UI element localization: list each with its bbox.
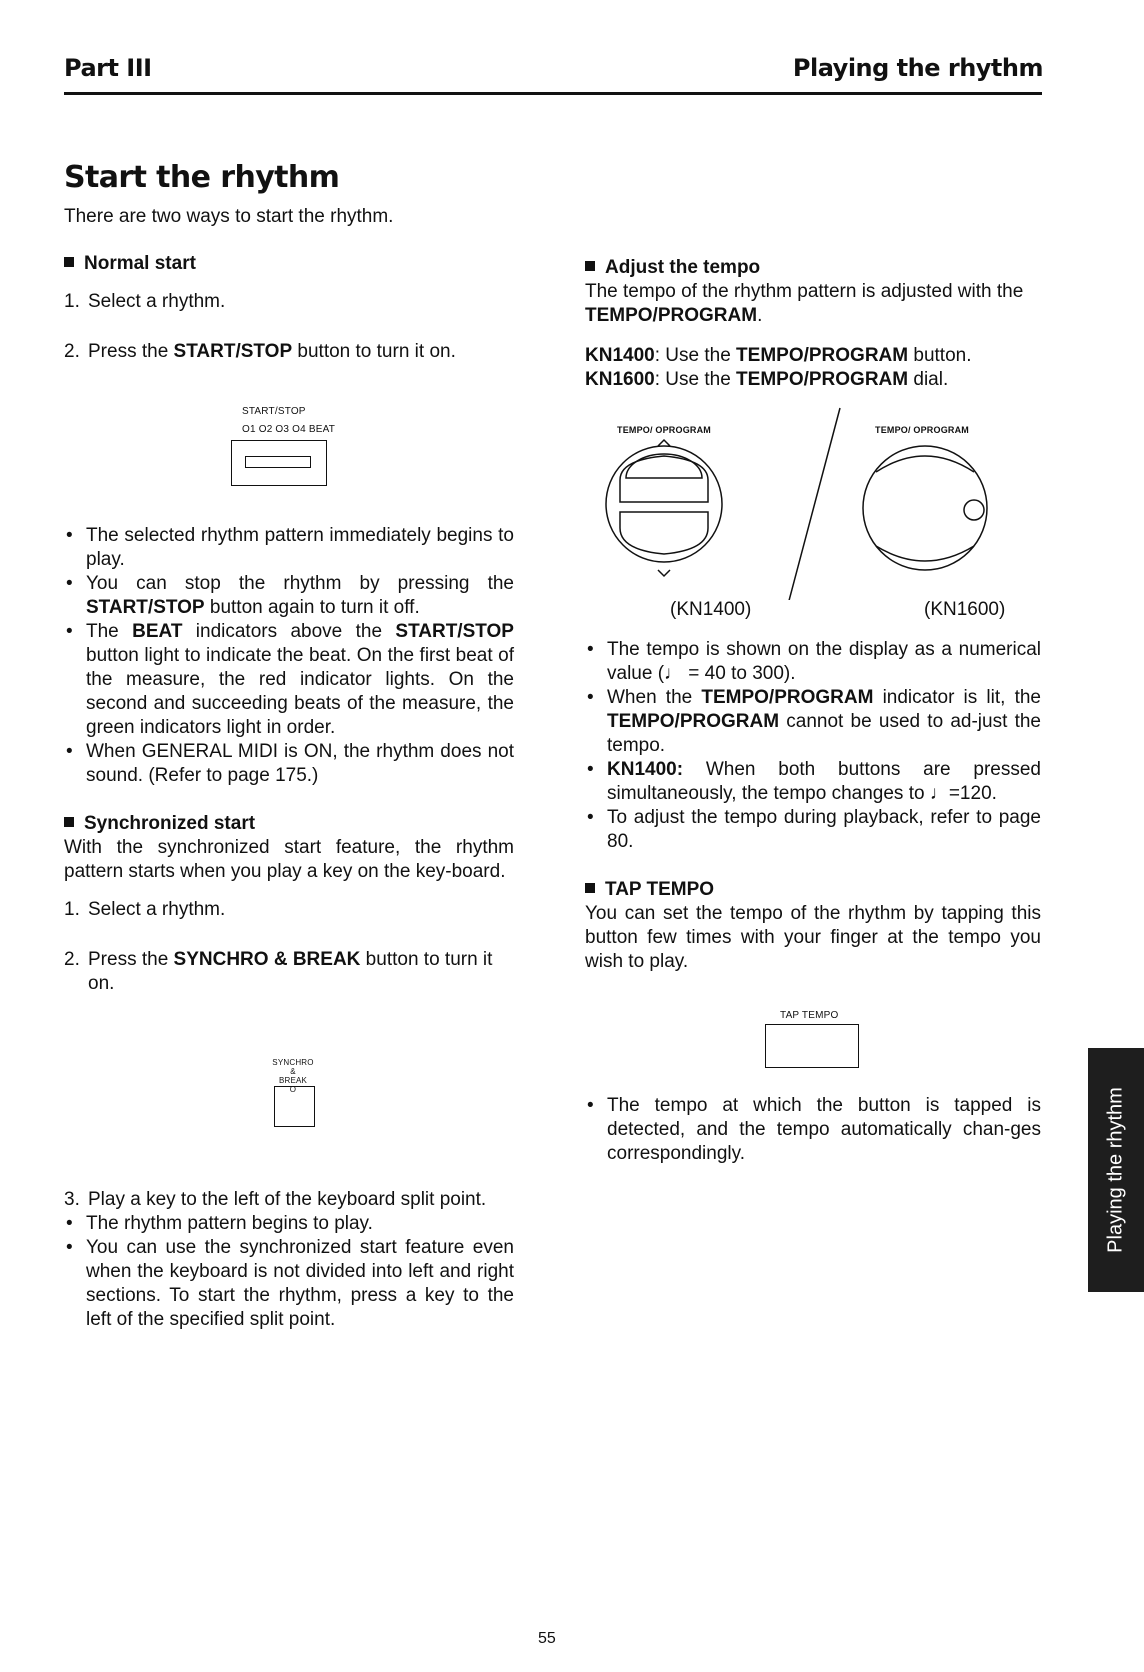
header-part: Part III: [64, 54, 152, 82]
page-number: 55: [538, 1630, 556, 1647]
tempo-note-4: • To adjust the tempo during playback, refer to page 80.: [585, 806, 1041, 854]
start-stop-fig-label: START/STOP: [242, 406, 306, 417]
tempo-note-1: • The tempo is shown on the display as a numerical value (♩ = 40 to 300).: [585, 638, 1041, 686]
synchro-break-button-figure: [274, 1086, 315, 1127]
kn1600-dial-icon: [863, 446, 987, 570]
chapter-side-tab: Playing the rhythm: [1088, 1048, 1144, 1292]
tap-note-1: • The tempo at which the button is tapped is detected, and the tempo automatically chan-ges correspondingly.: [585, 1094, 1041, 1166]
intro-text: There are two ways to start the rhythm.: [64, 206, 394, 227]
sync-start-steps-2: [64, 1188, 514, 1332]
divider-slash: [786, 408, 840, 600]
header-rule: [64, 92, 1042, 95]
beat-indicators-label: O1 O2 O3 O4 BEAT: [242, 424, 336, 435]
normal-note-3: • The BEAT indicators above the START/STOP button light to indicate the beat. On the first beat of the measure, the red indicator lights. On the second and succeeding beats of the measure, the green indicators light in order.: [64, 620, 514, 740]
kn1400-caption: (KN1400): [670, 599, 752, 620]
normal-step-1: 1. Select a rhythm.: [64, 291, 226, 312]
sync-note-1: • The rhythm pattern begins to play.: [64, 1212, 514, 1236]
tempo-note-2: • When the TEMPO/PROGRAM indicator is lit, the TEMPO/PROGRAM cannot be used to ad-just the tempo.: [585, 686, 1041, 758]
synchro-break-fig-label: SYNCHRO & BREAK O: [272, 1058, 314, 1094]
adjust-tempo-notes: [585, 638, 1041, 854]
normal-note-4: • When GENERAL MIDI is ON, the rhythm does not sound. (Refer to page 175.): [64, 740, 514, 788]
normal-start-notes: [64, 524, 514, 788]
normal-note-2: • You can stop the rhythm by pressing the START/STOP button again to turn it off.: [64, 572, 514, 620]
page-title: Start the rhythm: [64, 160, 340, 195]
bullet-square-icon: [585, 883, 595, 893]
kn1400-button-pair-icon: [606, 440, 722, 576]
sync-start-heading: Synchronized start: [64, 812, 514, 836]
sync-start-section: [64, 812, 514, 996]
tempo-program-label-kn1600: TEMPO/ OPROGRAM: [875, 425, 970, 435]
tap-tempo-button-figure: [765, 1024, 859, 1068]
sync-note-2: • You can use the synchronized start feature even when the keyboard is not divided into left and right sections. To start the rhythm, press a key to the left of the specified split point.: [64, 1236, 514, 1332]
tap-tempo-section: [585, 878, 1041, 974]
kn1600-caption: (KN1600): [924, 599, 1006, 620]
bullet-square-icon: [64, 257, 74, 267]
tempo-controls-figure: [600, 400, 1040, 600]
start-stop-button-inner: [245, 456, 311, 468]
adjust-tempo-desc: The tempo of the rhythm pattern is adjusted with the TEMPO/PROGRAM.: [585, 281, 1024, 326]
tempo-program-label-kn1400: TEMPO/ OPROGRAM: [617, 425, 712, 435]
kn1600-instruction: KN1600: Use the TEMPO/PROGRAM dial.: [585, 369, 949, 390]
tempo-note-3: • KN1400: When both buttons are pressed simultaneously, the tempo changes to ♩=120.: [585, 758, 1041, 806]
normal-start-section: [64, 252, 514, 364]
sync-step-1: 1. Select a rhythm.: [64, 899, 226, 920]
bullet-square-icon: [64, 817, 74, 827]
normal-note-1: • The selected rhythm pattern immediately begins to play.: [64, 524, 514, 572]
start-stop-button-figure: [231, 440, 327, 486]
tap-tempo-fig-label: TAP TEMPO: [780, 1010, 839, 1021]
header-chapter: Playing the rhythm: [792, 54, 1043, 82]
tap-tempo-notes: [585, 1094, 1041, 1166]
normal-step-2: 2. Press the START/STOP button to turn it on.: [64, 341, 456, 362]
bullet-square-icon: [585, 261, 595, 271]
normal-start-heading: Normal start: [64, 252, 514, 276]
sync-start-desc: With the synchronized start feature, the rhythm pattern starts when you play a key on the key-board.: [64, 837, 514, 882]
sync-step-2: 2. Press the SYNCHRO & BREAK button to turn it on.: [64, 949, 493, 994]
tap-tempo-desc: You can set the tempo of the rhythm by tapping this button few times with your finger at the tempo you wish to play.: [585, 903, 1041, 972]
adjust-tempo-heading: Adjust the tempo: [585, 256, 1041, 280]
tap-tempo-heading: TAP TEMPO: [585, 878, 1041, 902]
adjust-tempo-section: [585, 256, 1041, 392]
sync-step-3: 3. Play a key to the left of the keyboard split point.: [64, 1189, 487, 1210]
kn1400-instruction: KN1400: Use the TEMPO/PROGRAM button.: [585, 345, 972, 366]
